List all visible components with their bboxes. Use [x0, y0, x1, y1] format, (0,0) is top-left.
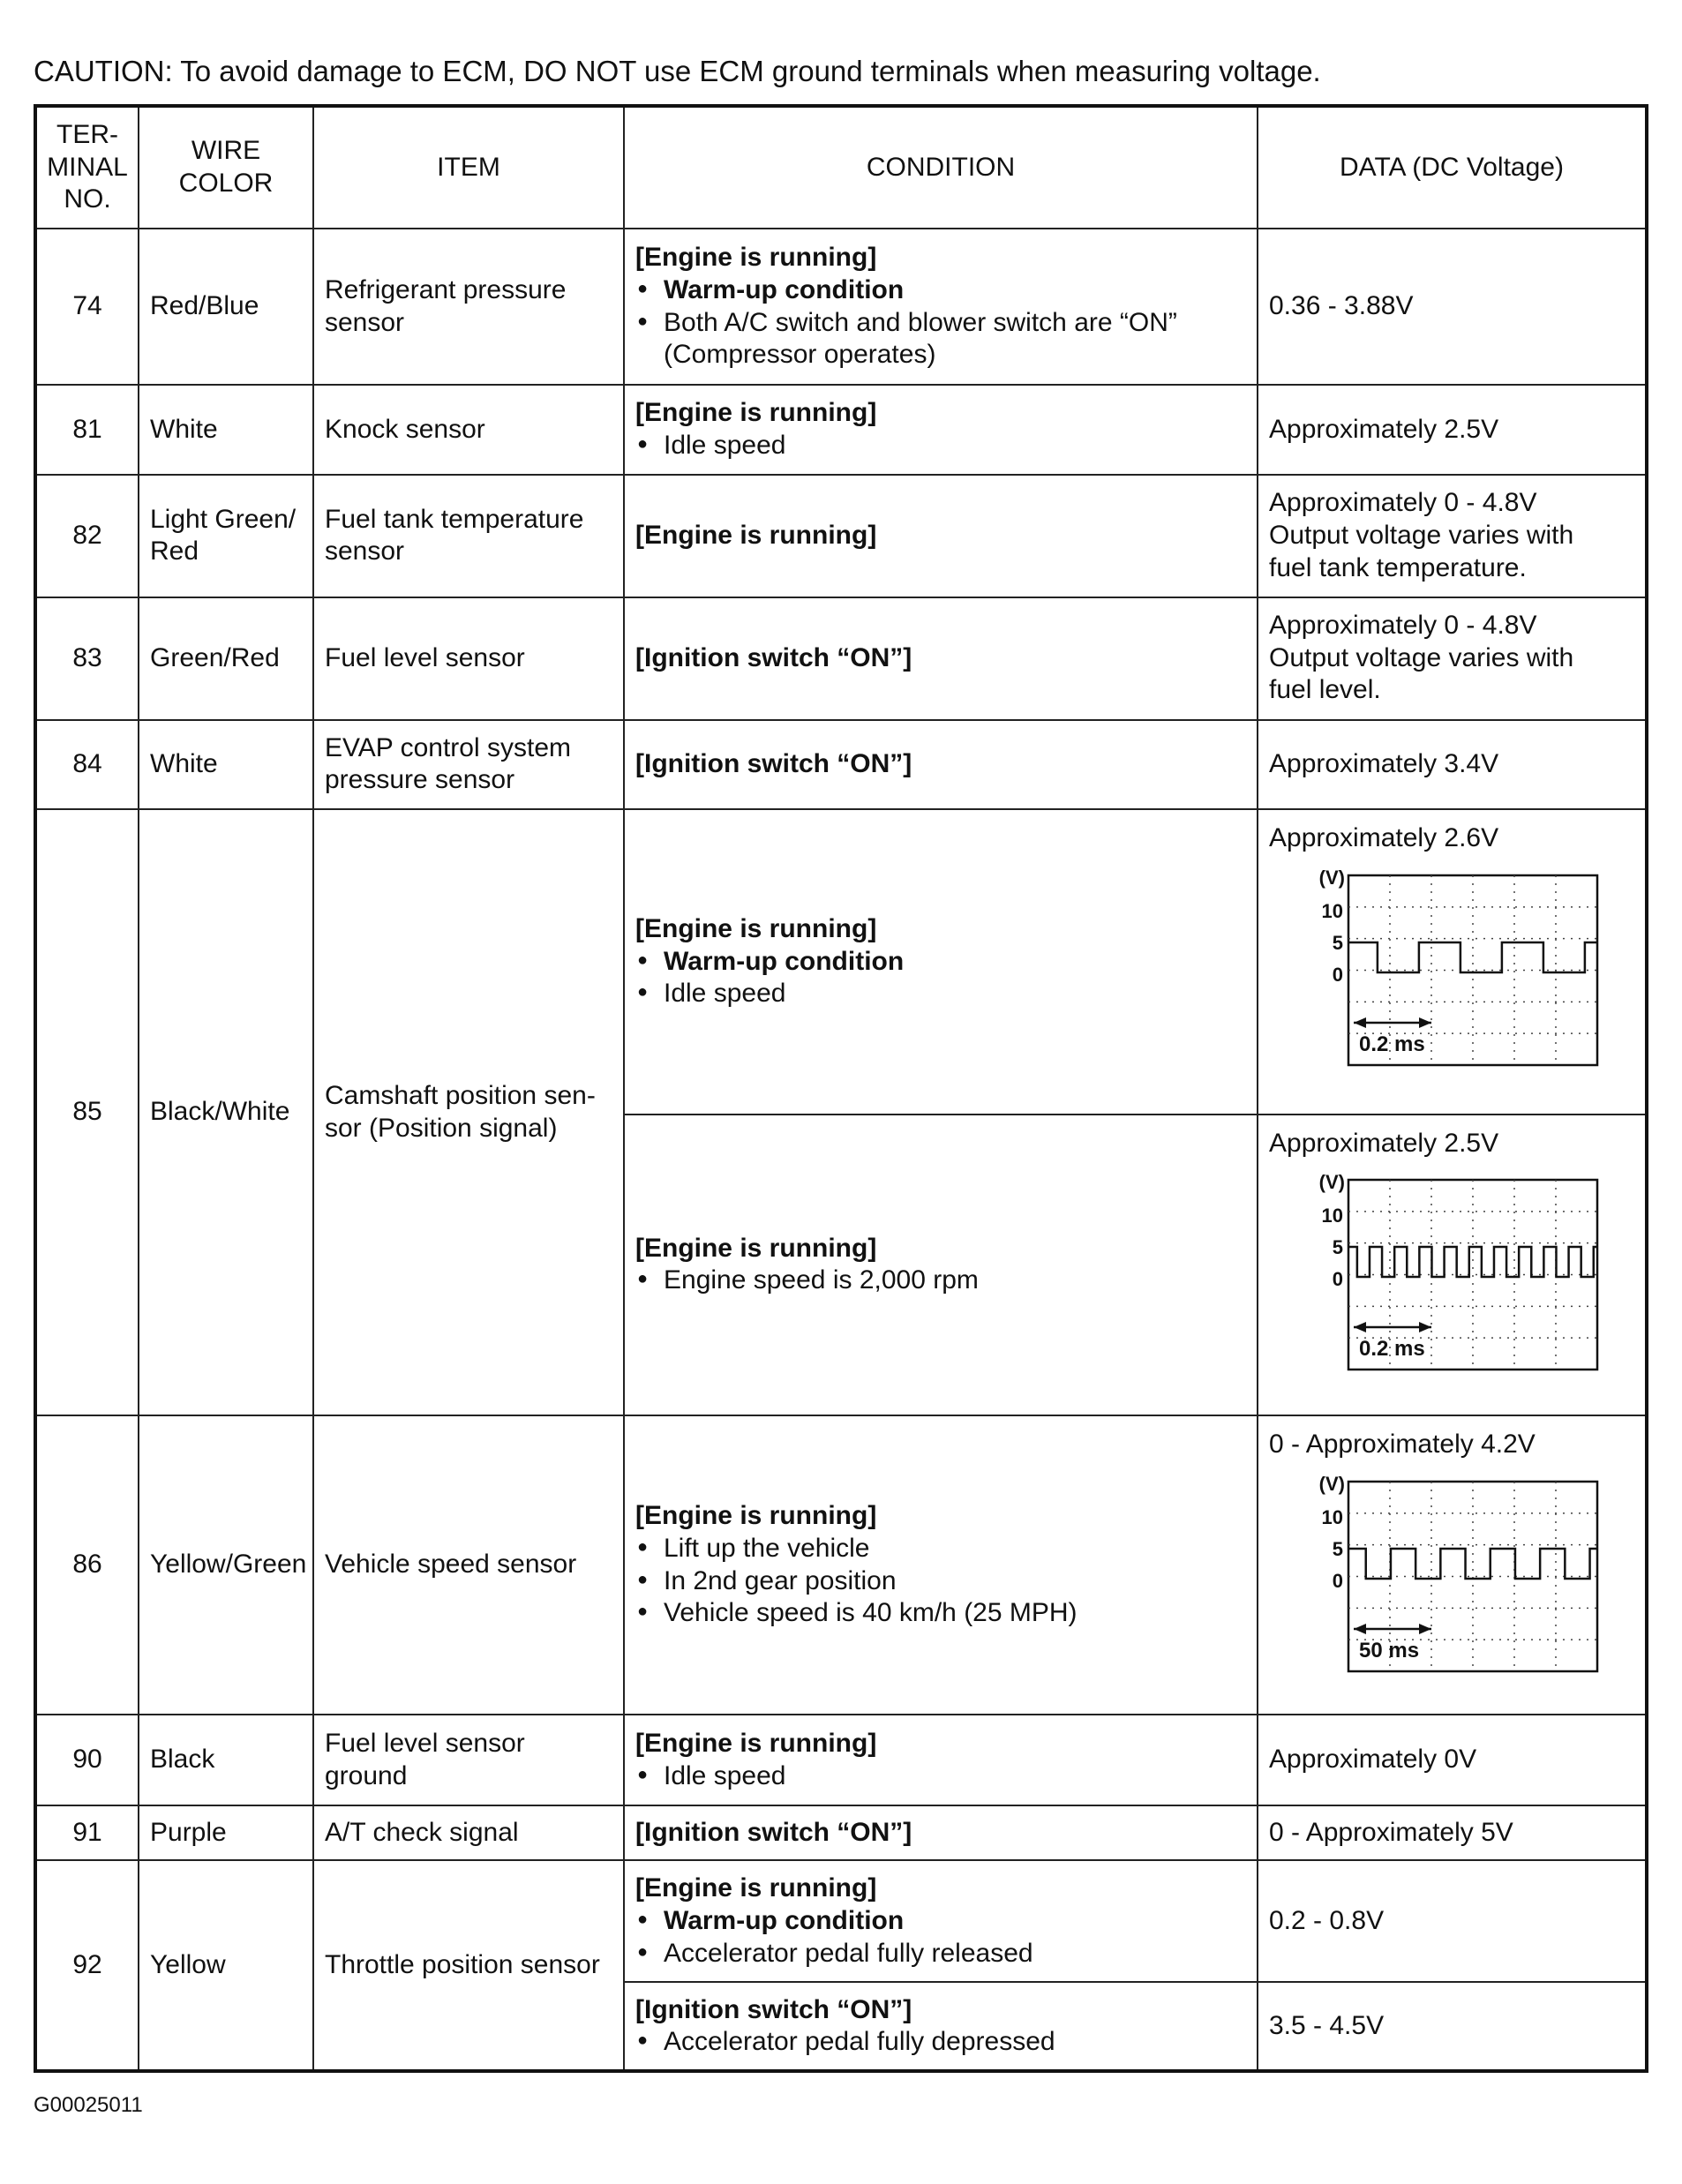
- condition: [624, 229, 1258, 385]
- condition-bullet: ● Idle speed: [635, 430, 1246, 462]
- condition: [624, 1805, 1258, 1860]
- table-row: [35, 809, 1647, 1114]
- data-value: 0 - Approximately 5V: [1258, 1805, 1647, 1860]
- condition-note: (Compressor operates): [664, 340, 936, 370]
- table-row: [35, 229, 1647, 385]
- data-line: Output voltage varies with: [1269, 642, 1574, 672]
- table-row: [35, 1805, 1647, 1860]
- wire-color: Yellow: [139, 1860, 313, 2071]
- condition-heading: [Engine is running]: [635, 1501, 877, 1531]
- terminal-no: 81: [35, 385, 139, 475]
- condition-heading: [Engine is running]: [635, 1233, 877, 1263]
- condition-heading: [Ignition switch “ON”]: [635, 642, 912, 672]
- data-line: fuel level.: [1269, 675, 1381, 705]
- terminal-no: 92: [35, 1860, 139, 2071]
- table-row: [35, 1715, 1647, 1805]
- header-terminal: TER- MINAL NO.: [35, 106, 139, 229]
- item: EVAP control system pressure sensor: [313, 720, 624, 810]
- scope-tick-label: 0: [1332, 1569, 1343, 1592]
- condition-heading: [Engine is running]: [635, 914, 877, 944]
- terminal-no: 74: [35, 229, 139, 385]
- data-value: 3.5 - 4.5V: [1258, 1982, 1647, 2071]
- condition-bullet: ● In 2nd gear position: [635, 1565, 1246, 1598]
- header-row: [35, 106, 1647, 229]
- item: Vehicle speed sensor: [313, 1415, 624, 1715]
- data-value: [1258, 475, 1647, 597]
- condition-bullet: ● Both A/C switch and blower switch are “ON”: [635, 307, 1246, 340]
- item: A/T check signal: [313, 1805, 624, 1860]
- data-line: Approximately 2.5V: [1269, 1128, 1499, 1158]
- scope-tick-label: 0: [1332, 963, 1343, 986]
- table-row: [35, 475, 1647, 597]
- condition: [624, 809, 1258, 1114]
- condition: [624, 597, 1258, 720]
- table-row: [35, 385, 1647, 475]
- scope-time-label: 0.2 ms: [1359, 1032, 1425, 1056]
- wire-color: White: [139, 385, 313, 475]
- terminal-no: 90: [35, 1715, 139, 1805]
- data-line: Approximately 0 - 4.8V: [1269, 611, 1537, 641]
- scope-unit-label: (V): [1318, 866, 1345, 889]
- condition-bullet: ● Engine speed is 2,000 rpm: [635, 1265, 1246, 1297]
- item: Fuel tank temperature sensor: [313, 475, 624, 597]
- condition-bullet: ● Warm-up condition: [635, 946, 1246, 979]
- figure-id: G00025011: [34, 2093, 143, 2117]
- data-value: [1258, 597, 1647, 720]
- condition-bullet: ● Idle speed: [635, 978, 1246, 1010]
- item: Refrigerant pressure sensor: [313, 229, 624, 385]
- scope-tick-label: 5: [1332, 1537, 1343, 1560]
- data-line: 0 - Approximately 4.2V: [1269, 1429, 1536, 1459]
- condition-heading: [Engine is running]: [635, 243, 877, 273]
- data-value: [1258, 1415, 1647, 1715]
- scope-tick-label: 10: [1321, 1505, 1343, 1528]
- header-item: ITEM: [313, 106, 624, 229]
- data-value: [1258, 809, 1647, 1114]
- condition: [624, 1415, 1258, 1715]
- condition-heading: [Engine is running]: [635, 1873, 877, 1903]
- wire-color: Yellow/Green: [139, 1415, 313, 1715]
- condition-bullet: ● Warm-up condition: [635, 274, 1246, 307]
- item: Fuel level sensor ground: [313, 1715, 624, 1805]
- wire-color: Purple: [139, 1805, 313, 1860]
- terminal-no: 86: [35, 1415, 139, 1715]
- condition: [624, 1982, 1258, 2071]
- condition-heading: [Engine is running]: [635, 398, 877, 428]
- table-row: [35, 1860, 1647, 1982]
- terminal-no: 91: [35, 1805, 139, 1860]
- scope-unit-label: (V): [1318, 1472, 1345, 1495]
- table-row: [35, 1415, 1647, 1715]
- scope-time-label: 50 ms: [1359, 1638, 1420, 1662]
- scope-time-label: 0.2 ms: [1359, 1337, 1425, 1362]
- condition-heading: [Engine is running]: [635, 1728, 877, 1758]
- item: Camshaft position sen- sor (Position signal): [313, 809, 624, 1415]
- condition-bullet: ● Vehicle speed is 40 km/h (25 MPH): [635, 1597, 1246, 1630]
- terminal-no: 85: [35, 809, 139, 1415]
- oscilloscope-waveform: [1304, 1167, 1604, 1378]
- condition-heading: [Ignition switch “ON”]: [635, 749, 912, 779]
- caution-note: CAUTION: To avoid damage to ECM, DO NOT use ECM ground terminals when measuring voltage.: [34, 55, 1321, 87]
- scope-tick-label: 10: [1321, 899, 1343, 922]
- wire-color: Red/Blue: [139, 229, 313, 385]
- header-condition: CONDITION: [624, 106, 1258, 229]
- item: Throttle position sensor: [313, 1860, 624, 2071]
- table-row: [35, 597, 1647, 720]
- wire-color: Light Green/ Red: [139, 475, 313, 597]
- scope-tick-label: 5: [1332, 1236, 1343, 1259]
- condition-bullet: ● Accelerator pedal fully depressed: [635, 2026, 1246, 2059]
- scope-unit-label: (V): [1318, 1171, 1345, 1194]
- condition-heading: [Engine is running]: [635, 520, 877, 550]
- data-value: 0.36 - 3.88V: [1258, 229, 1647, 385]
- condition-heading: [Ignition switch “ON”]: [635, 1994, 912, 2024]
- item: Knock sensor: [313, 385, 624, 475]
- terminal-no: 82: [35, 475, 139, 597]
- wire-color: Black/White: [139, 809, 313, 1415]
- terminal-no: 84: [35, 720, 139, 810]
- item: Fuel level sensor: [313, 597, 624, 720]
- data-value: [1258, 1115, 1647, 1415]
- condition: [624, 1715, 1258, 1805]
- data-line: Approximately 0 - 4.8V: [1269, 488, 1537, 518]
- wire-color: Green/Red: [139, 597, 313, 720]
- terminal-no: 83: [35, 597, 139, 720]
- scope-tick-label: 0: [1332, 1268, 1343, 1291]
- wire-color: Black: [139, 1715, 313, 1805]
- condition-bullet: ● Lift up the vehicle: [635, 1533, 1246, 1565]
- data-line: fuel tank temperature.: [1269, 552, 1527, 582]
- oscilloscope-waveform: [1304, 1468, 1604, 1680]
- condition: [624, 385, 1258, 475]
- condition: [624, 1115, 1258, 1415]
- condition-heading: [Ignition switch “ON”]: [635, 1817, 912, 1847]
- scope-tick-label: 5: [1332, 931, 1343, 954]
- data-value: Approximately 3.4V: [1258, 720, 1647, 810]
- oscilloscope-waveform: [1304, 862, 1604, 1074]
- condition: [624, 1860, 1258, 1982]
- condition: [624, 475, 1258, 597]
- data-value: 0.2 - 0.8V: [1258, 1860, 1647, 1982]
- ecm-terminal-table: [34, 104, 1648, 2073]
- wire-color: White: [139, 720, 313, 810]
- condition-bullet: ● Idle speed: [635, 1760, 1246, 1793]
- data-value: Approximately 2.5V: [1258, 385, 1647, 475]
- data-value: Approximately 0V: [1258, 1715, 1647, 1805]
- data-line: Approximately 2.6V: [1269, 823, 1499, 853]
- condition: [624, 720, 1258, 810]
- condition-bullet: ● Accelerator pedal fully released: [635, 1938, 1246, 1970]
- scope-tick-label: 10: [1321, 1205, 1343, 1227]
- header-wire-color: WIRE COLOR: [139, 106, 313, 229]
- condition-bullet: ● Warm-up condition: [635, 1905, 1246, 1938]
- header-data: DATA (DC Voltage): [1258, 106, 1647, 229]
- data-line: Output voltage varies with: [1269, 520, 1574, 550]
- table-row: [35, 720, 1647, 810]
